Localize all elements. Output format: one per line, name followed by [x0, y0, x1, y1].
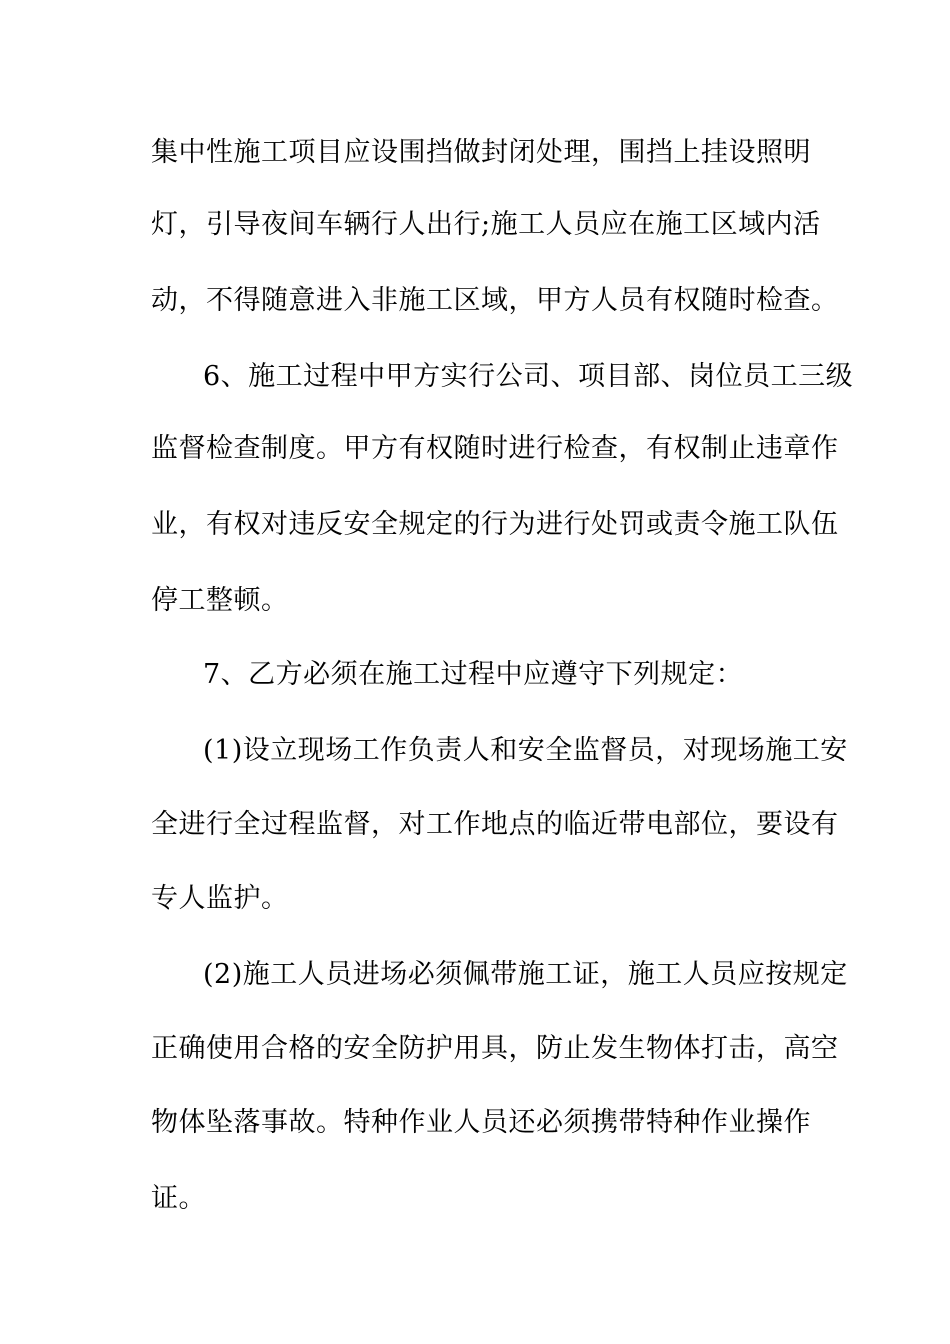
text-line: 动，不得随意进入非施工区域，甲方人员有权随时检查。 [151, 285, 839, 316]
text-line: 物体坠落事故。特种作业人员还必须携带特种作业操作 [151, 1107, 811, 1138]
text-line: 集中性施工项目应设围挡做封闭处理，围挡上挂设照明 [151, 137, 811, 168]
item-1-start: (1)设立现场工作负责人和安全监督员，对现场施工安 [203, 735, 848, 766]
paragraph-6-start: 6、施工过程中甲方实行公司、项目部、岗位员工三级 [203, 361, 854, 392]
text-line: 全进行全过程监督，对工作地点的临近带电部位，要设有 [151, 809, 839, 840]
text-line: 灯，引导夜间车辆行人出行;施工人员应在施工区域内活 [151, 209, 821, 240]
item-2-start: (2)施工人员进场必须佩带施工证，施工人员应按规定 [203, 959, 848, 990]
text-line: 证。 [151, 1183, 206, 1214]
paragraph-7-heading: 7、乙方必须在施工过程中应遵守下列规定： [203, 659, 744, 690]
text-line: 正确使用合格的安全防护用具，防止发生物体打击，高空 [151, 1033, 839, 1064]
text-line: 停工整顿。 [151, 585, 289, 616]
text-line: 专人监护。 [151, 883, 289, 914]
text-line: 监督检查制度。甲方有权随时进行检查，有权制止违章作 [151, 433, 839, 464]
text-line: 业，有权对违反安全规定的行为进行处罚或责令施工队伍 [151, 509, 839, 540]
